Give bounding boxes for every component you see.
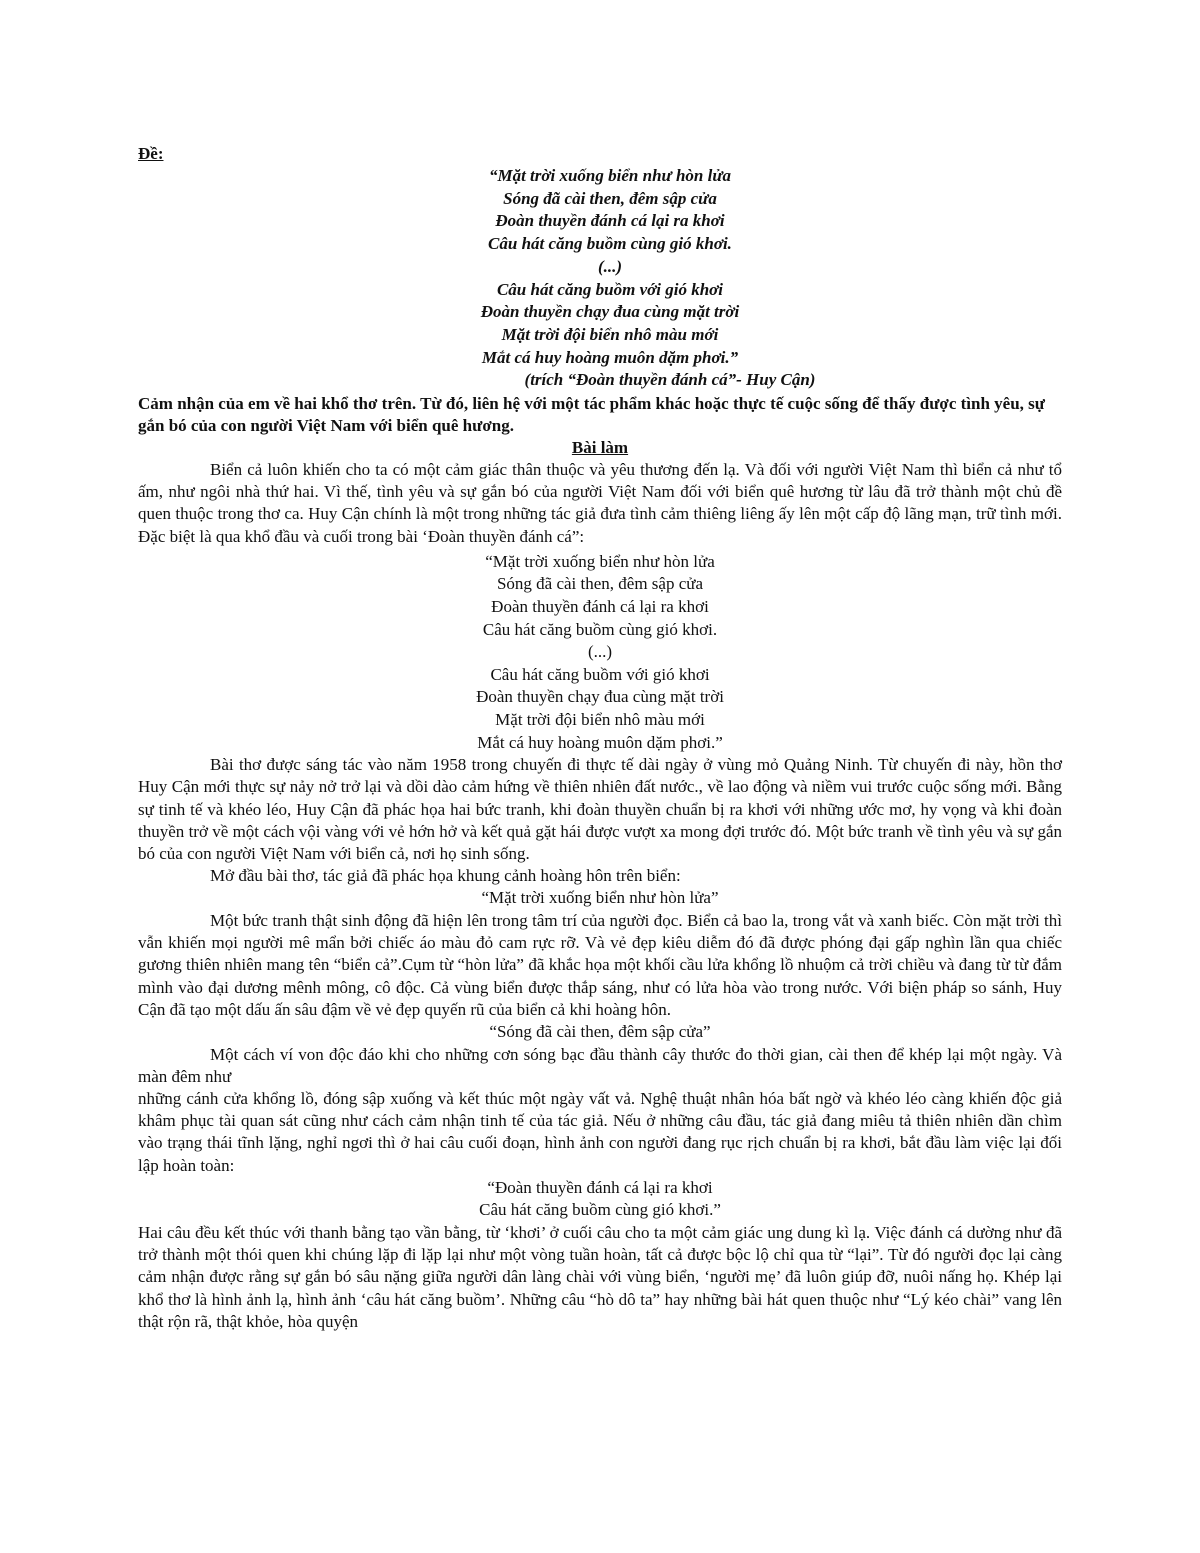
question: Cảm nhận của em về hai khổ thơ trên. Từ đó, liên hệ với một tác phẩm khác hoặc thực tế cuộc sống để thấy được tình yêu, sự gắn bó của con người Việt Nam với biển quê hương. (138, 394, 1045, 436)
poem-line: Mặt trời đội biển nhô màu mới (501, 324, 719, 344)
poem-line: Câu hát căng buồm với gió khơi (496, 279, 724, 299)
essay-poem (138, 551, 1062, 754)
poem-line: Đoàn thuyền đánh cá lại ra khơi (491, 597, 709, 617)
poem-line: Câu hát căng buồm cùng gió khơi. (482, 619, 718, 639)
quote-block (138, 1177, 1062, 1222)
poem-line: Mắt cá huy hoàng muôn dặm phơi.” (477, 732, 723, 752)
de-label: Đề: (138, 144, 164, 163)
poem-line: Đoàn thuyền chạy đua cùng mặt trời (476, 687, 724, 707)
final-paragraph: Hai câu đều kết thúc với thanh bằng tạo vần bằng, từ ‘khơi’ ở cuối câu cho ta một cảm giác ung dung kì lạ. Việc đánh cá dường như đã trở thành một thói quen khi chúng lặp đi lặp lại như một vòng tuần hoàn, tất cả được bộc lộ chỉ qua từ “lại”. Từ đó người đọc lại càng cảm nhận được rằng sự gắn bó sâu nặng giữa người dân làng chài với vùng biển, ‘người mẹ’ đã luôn giúp đỡ, nuôi nấng họ. Khép lại khổ thơ là hình ảnh lạ, hình ảnh ‘câu hát căng buồm’. Những câu “hò dô ta” hay những bài hát quen thuộc như “Lý kéo chài” vang lên thật rộn rã, thật khỏe, hòa quyện (138, 1223, 1062, 1331)
sunset-paragraph: Một bức tranh thật sinh động đã hiện lên trong tâm trí của người đọc. Biển cả bao la, trong vắt và xanh biếc. Còn mặt trời thì vẫn khiến mọi người mê mẩn bởi chiếc áo màu đỏ cam rực rỡ. Và vẻ đẹp kiêu diễm đó đã được phóng đại gấp nghìn lần qua chiếc gương thiên nhiên mang tên “biển cả”.Cụm từ “hòn lửa” đã khắc họa một khối cầu lửa khổng lồ nhuộm cả trời chiều và đang từ từ đắm mình vào đại dương mênh mông, cô độc. Cả vùng biển được thắp sáng, như có lửa hòa vào trong nước. Với biện pháp so sánh, Huy Cận đã tạo một dấu ấn sâu đậm về vẻ đẹp quyến rũ của biển cả khi hoàng hôn. (138, 911, 1062, 1019)
quote-line: “Sóng đã cài then, đêm sập cửa” (489, 1022, 711, 1042)
poem-source: (trích “Đoàn thuyền đánh cá”- Huy Cận) (524, 370, 816, 390)
poem-line: Sóng đã cài then, đêm sập cửa (496, 574, 704, 594)
quote-line: “Đoàn thuyền đánh cá lại ra khơi (487, 1177, 713, 1197)
context-paragraph: Bài thơ được sáng tác vào năm 1958 trong chuyến đi thực tế dài ngày ở vùng mỏ Quảng Ninh. Từ chuyến đi này, hồn thơ Huy Cận mới thực sự nảy nở trở lại và dồi dào cảm hứng về thiên nhiên đất nước., về lao động và niềm vui trước cuộc sống mới. Bằng sự tinh tế và khéo léo, Huy Cận đã phác họa hai bức tranh, khi đoàn thuyền chuẩn bị ra khơi với những ước mơ, hy vọng và khi đoàn thuyền trở về một cách vội vàng với vẻ hớn hở và kết quả gặt hái được vượt xa mong đợi trước đó. Một bức tranh về tình yêu và sự gắn bó của con người Việt Nam với biển cả, nơi họ sinh sống. (138, 755, 1062, 863)
document-page (138, 143, 1062, 1333)
poem-line: “Mặt trời xuống biển như hòn lửa (488, 166, 732, 185)
night-paragraph: Một cách ví von độc đáo khi cho những cơn sóng bạc đầu thành cây thước đo thời gian, cài then để khép lại một ngày. Và màn đêm như (138, 1044, 1062, 1086)
poem-line: Mặt trời đội biển nhô màu mới (495, 710, 705, 729)
sunset-intro: Mở đầu bài thơ, tác giả đã phác họa khung cảnh hoàng hôn trên biển: (210, 866, 681, 886)
intro-paragraph: Biển cả luôn khiến cho ta có một cảm giác thân thuộc và yêu thương đến lạ. Và đối với người Việt Nam thì biển cả như tổ ấm, như ngôi nhà thứ hai. Vì thế, tình yêu và sự gắn bó của người Việt Nam đối với biển quê hương từ lâu đã trở thành một chủ đề quen thuộc trong thơ ca. Huy Cận chính là một trong những tác giả đưa tình cảm thiêng liêng ấy lên một cấp độ lãng mạn, trữ tình mới. Đặc biệt là qua khổ đầu và cuối trong bài ‘Đoàn thuyền đánh cá”: (138, 460, 1062, 546)
poem-line: Sóng đã cài then, đêm sập cửa (503, 188, 717, 208)
essay-heading: Bài làm (571, 438, 629, 458)
poem-line: Đoàn thuyền chạy đua cùng mặt trời (480, 302, 740, 322)
poem-line: Câu hát căng buồm với gió khơi (490, 664, 710, 684)
poem-line: “Mặt trời xuống biển như hòn lửa (485, 551, 715, 571)
poem-line: (...) (597, 256, 623, 276)
poem-line: Mắt cá huy hoàng muôn dặm phơi.” (481, 347, 739, 367)
poem-line: Câu hát căng buồm cùng gió khơi. (488, 234, 732, 254)
quote-line: Câu hát căng buồm cùng gió khơi.” (479, 1200, 721, 1220)
quote-line: “Mặt trời xuống biển như hòn lửa” (481, 888, 719, 908)
poem-line: (...) (587, 642, 613, 662)
night-paragraph-continued: những cánh cửa khổng lồ, đóng sập xuống và kết thúc một ngày vất vả. Nghệ thuật nhân hóa bất ngờ và khéo léo càng khiến độc giả khâm phục tài quan sát cũng như cách cảm nhận tinh tế của tác giả. Nếu ở những câu đầu, tác giả đang miêu tả thiên nhiên dần chìm vào trạng thái tĩnh lặng, nghỉ ngơi thì ở hai câu cuối đoạn, hình ảnh con người đang rục rịch chuẩn bị ra khơi, bắt đầu làm việc lại đối lập hoàn toàn: (138, 1089, 1062, 1175)
poem-line: Đoàn thuyền đánh cá lại ra khơi (495, 211, 725, 231)
prompt-poem (158, 165, 1062, 392)
